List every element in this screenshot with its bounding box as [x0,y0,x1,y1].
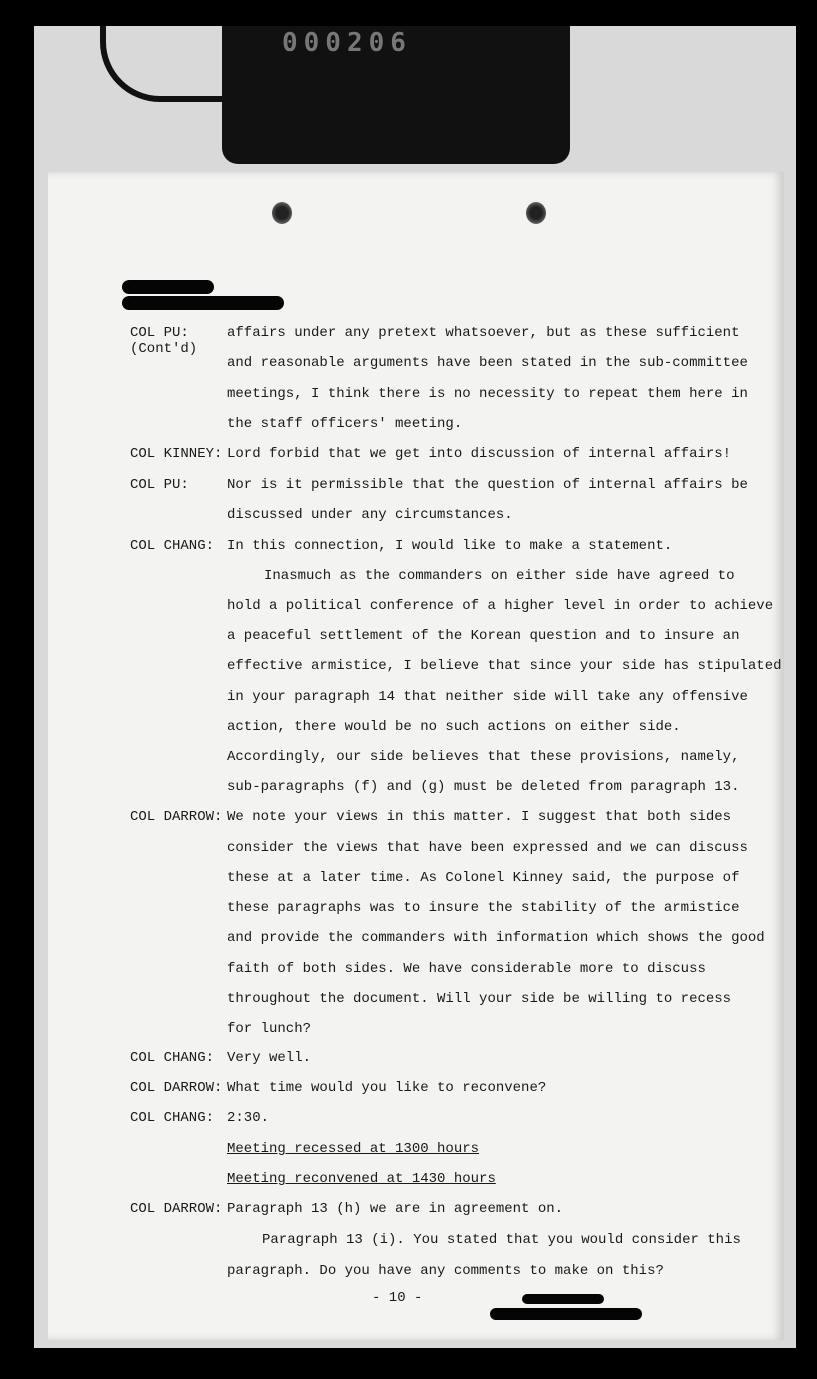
redaction-bar [522,1294,604,1304]
transcript-line: the staff officers' meeting. [227,416,463,432]
transcript-line: faith of both sides. We have considerable more to discuss [227,961,706,977]
transcript-line: action, there would be no such actions on either side. [227,719,681,735]
transcript-line: Paragraph 13 (h) we are in agreement on. [227,1201,564,1217]
speaker-label: COL DARROW: [130,1080,223,1096]
speaker-label: COL PU: [130,325,189,341]
speaker-label: (Cont'd) [130,341,198,357]
transcript-line: We note your views in this matter. I suggest that both sides [227,809,732,825]
transcript-line: In this connection, I would like to make a statement. [227,538,673,554]
transcript-line: Paragraph 13 (i). You stated that you would consider this [262,1232,741,1248]
transcript-line: these paragraphs was to insure the stability of the armistice [227,900,740,916]
punch-hole-right [526,202,546,224]
transcript-line: affairs under any pretext whatsoever, but as these sufficient [227,325,740,341]
redaction-bar [490,1308,642,1320]
transcript-line: effective armistice, I believe that since your side has stipulated [227,658,782,674]
transcript-line: Inasmuch as the commanders on either side have agreed to [264,568,735,584]
transcript-line: these at a later time. As Colonel Kinney said, the purpose of [227,870,740,886]
transcript-line: Very well. [227,1050,312,1066]
speaker-label: COL CHANG: [130,1050,215,1066]
redaction-bar [122,296,284,310]
frame-counter: 000206 [282,28,412,58]
transcript-line: paragraph. Do you have any comments to make on this? [227,1263,664,1279]
transcript-line: Accordingly, our side believes that these provisions, namely, [227,749,740,765]
recess-note: Meeting recessed at 1300 hours [227,1141,480,1157]
transcript-line: sub-paragraphs (f) and (g) must be deleted from paragraph 13. [227,779,740,795]
reconvene-note: Meeting reconvened at 1430 hours [227,1171,496,1187]
transcript-line: discussed under any circumstances. [227,507,513,523]
transcript-line: throughout the document. Will your side be willing to recess [227,991,732,1007]
speaker-label: COL DARROW: [130,809,223,825]
transcript-line: and reasonable arguments have been stated in the sub-committee [227,355,748,371]
speaker-label: COL PU: [130,477,189,493]
transcript-line: in your paragraph 14 that neither side will take any offensive [227,689,748,705]
transcript-line: consider the views that have been expressed and we can discuss [227,840,748,856]
transcript-line: hold a political conference of a higher level in order to achieve [227,598,774,614]
speaker-label: COL CHANG: [130,538,215,554]
page-number: - 10 - [372,1290,423,1306]
transcript-line: meetings, I think there is no necessity to repeat them here in [227,386,748,402]
transcript-line: 2:30. [227,1110,270,1126]
transcript-line: and provide the commanders with information which shows the good [227,930,765,946]
punch-hole-left [272,202,292,224]
speaker-label: COL DARROW: [130,1201,223,1217]
speaker-label: COL CHANG: [130,1110,215,1126]
transcript-line: a peaceful settlement of the Korean question and to insure an [227,628,740,644]
transcript-line: What time would you like to reconvene? [227,1080,547,1096]
transcript-line: Nor is it permissible that the question of internal affairs be [227,477,748,493]
speaker-label: COL KINNEY: [130,446,223,462]
transcript-line: Lord forbid that we get into discussion of internal affairs! [227,446,732,462]
transcript-line: for lunch? [227,1021,312,1037]
redaction-bar [122,280,214,294]
